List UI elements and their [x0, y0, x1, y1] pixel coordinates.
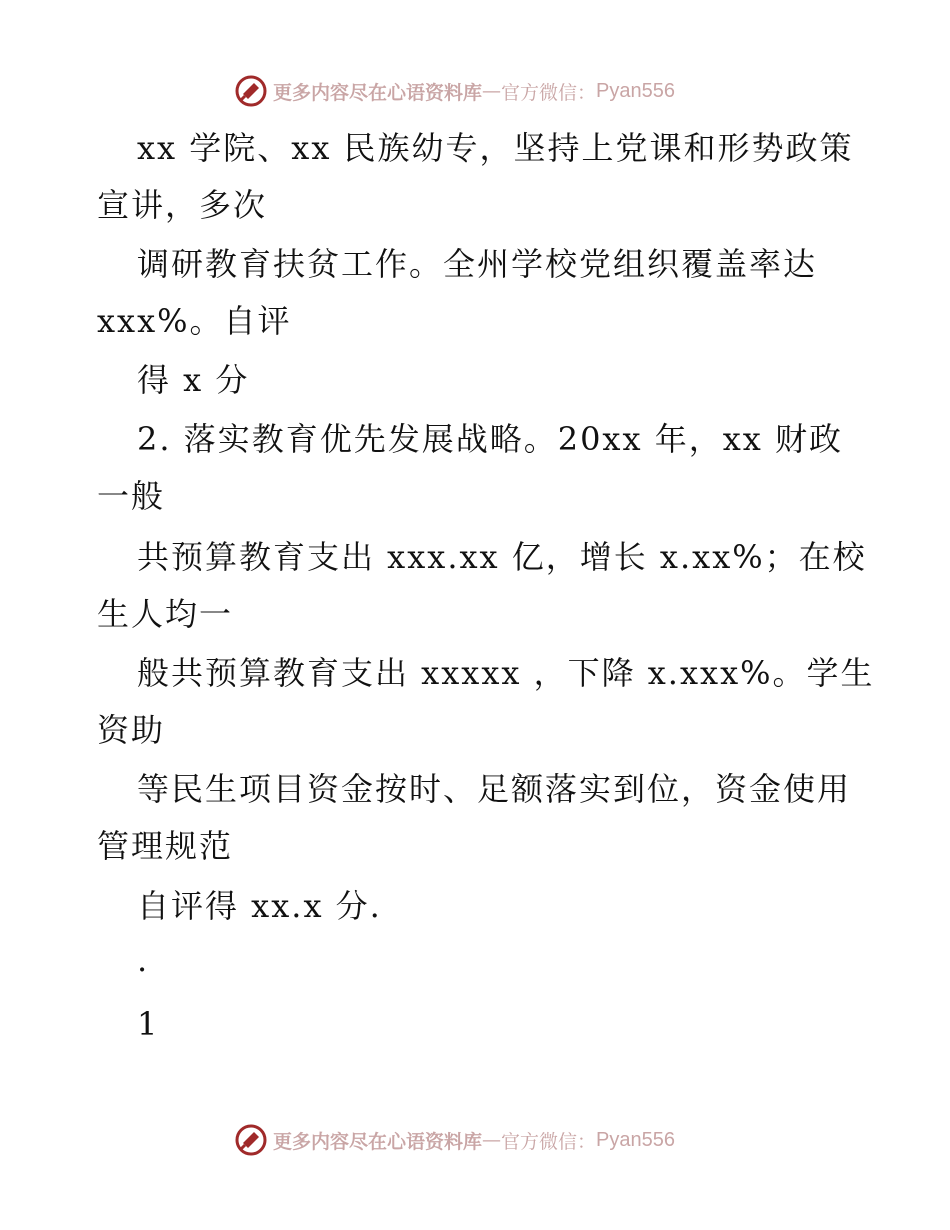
banner-wechat-label: 官方微信：	[501, 1130, 597, 1153]
banner-wechat-id: Pyan556	[596, 1128, 675, 1151]
header-banner	[234, 71, 675, 111]
banner-text: 更多内容尽在心语资料库	[273, 1130, 483, 1153]
body-line-3: 调研教育扶贫工作。全州学校党组织覆盖率达	[137, 245, 818, 283]
body-line-13: 管理规范	[97, 827, 234, 865]
body-line-9: 生人均一	[97, 595, 234, 633]
body-line-4: xxx%。自评	[97, 302, 292, 340]
body-line-12: 等民生项目资金按时、足额落实到位，资金使用	[137, 770, 852, 808]
page-number: 1	[137, 1005, 160, 1043]
banner-text: 更多内容尽在心语资料库	[273, 81, 483, 104]
body-line-14: 自评得 xx.x 分.	[137, 887, 382, 925]
seal-logo-icon	[234, 1123, 268, 1157]
body-line-15: .	[137, 941, 150, 979]
banner-dash: —	[482, 80, 502, 102]
banner-wechat-id: Pyan556	[596, 79, 675, 102]
body-line-2: 宣讲，多次	[97, 186, 268, 224]
body-line-8: 共预算教育支出 xxx.xx 亿，增长 x.xx%；在校	[137, 538, 867, 576]
body-line-5: 得 x 分	[137, 361, 250, 399]
body-line-10: 般共预算教育支出 xxxxx ，下降 x.xxx%。学生	[137, 654, 875, 692]
body-line-1: xx 学院、xx 民族幼专，坚持上党课和形势政策	[137, 129, 854, 167]
body-line-7: 一般	[97, 477, 166, 515]
body-line-6: 2. 落实教育优先发展战略。20xx 年，xx 财政	[137, 420, 843, 458]
seal-logo-icon	[234, 74, 268, 108]
banner-wechat-label: 官方微信：	[501, 81, 597, 104]
footer-banner	[234, 1120, 675, 1160]
banner-dash: —	[482, 1129, 502, 1151]
body-line-11: 资助	[97, 711, 166, 749]
